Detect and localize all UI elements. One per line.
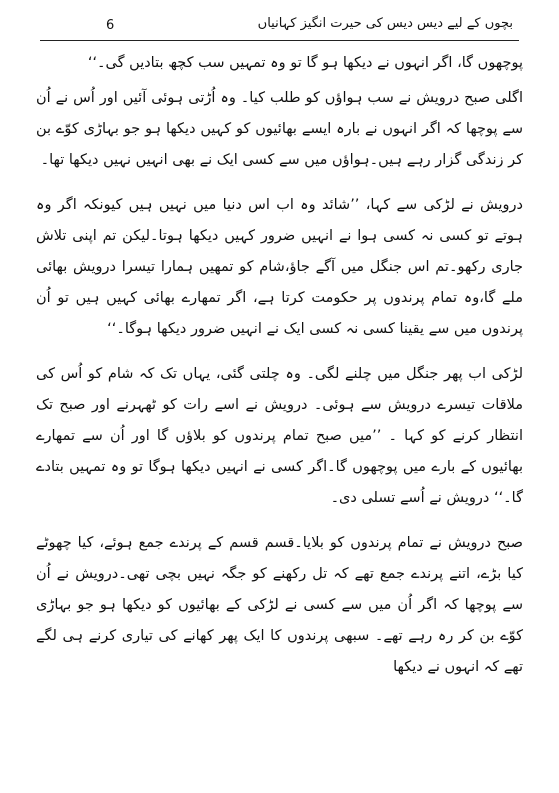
body-text <box>36 48 523 687</box>
page-header <box>40 6 519 41</box>
paragraph: پوچھوں گا، اگر انہوں نے دیکھا ہو گا تو وہ تمہیں سب کچھ بتادیں گی۔‘‘ <box>87 55 523 71</box>
paragraph: لڑکی اب پھر جنگل میں چلنے لگی۔ وہ چلتی گئی، یہاں تک کہ شام کو اُس کی ملاقات تیسرے درویش سے ہوئی۔ درویش نے اسے رات کو ٹھہرنے اور صبح تک انتظار کرنے کو کہا ۔ ’’میں صبح تمام پرندوں کو بلاؤں گا اور اُن سے تمھارے بھائیوں کے بارے میں پوچھوں گا۔اگر کسی نے انہیں دیکھا ہوگا تو وہ تمہیں بتادے گا۔‘‘ درویش نے اُسے تسلی دی۔ <box>36 366 523 506</box>
paragraph: صبح درویش نے تمام پرندوں کو بلایا۔قسم قسم کے پرندے جمع ہوئے، کیا چھوٹے کیا بڑے، اتنے پرندے جمع تھے کہ تل رکھنے کو جگہ نہیں بچی تھی۔درویش نے اُن سے پوچھا کہ اگر اُن میں سے کسی نے لڑکی کے بھائیوں کو دیکھا ہو جو بہاڑی کوّے بن کر رہ رہے تھے۔ سبھی پرندوں کا ایک پھر کھانے کی تیاری کرنے ہی لگے تھے کہ انہوں نے دیکھا <box>36 535 523 675</box>
paragraph: درویش نے لڑکی سے کہا، ’’شائد وہ اب اس دنیا میں نہیں ہیں کیونکہ اگر وہ ہوتے تو کسی نہ کسی ہوا نے انہیں ضرور کہیں دیکھا ہوتا۔لیکن تم اپنی تلاش جاری رکھو۔تم اس جنگل میں آگے جاؤ،شام کو تمھیں ہمارا تیسرا درویش بھائی ملے گا،وہ تمام پرندوں پر حکومت کرتا ہے، اگر تمھارے بھائی کہیں ہیں تو اُن پرندوں میں سے یقینا کسی نہ کسی ایک نے انہیں ضرور دیکھا ہوگا۔‘‘ <box>36 197 523 337</box>
paragraph: اگلی صبح درویش نے سب ہواؤں کو طلب کیا۔ وہ اُڑتی ہوئی آئیں اور اُس نے اُن سے پوچھا کہ اگر انہوں نے بارہ ایسے بھائیوں کو کہیں دیکھا ہو جو بہاڑی کوّے بن کر زندگی گزار رہے ہیں۔ہواؤں میں سے کسی ایک نے بھی انہیں نہیں دیکھا تھا۔ <box>36 90 523 168</box>
book-title: بچوں کے لیے دیس دیس کی حیرت انگیز کہانیاں <box>257 16 513 31</box>
page-number: 6 <box>106 18 115 33</box>
